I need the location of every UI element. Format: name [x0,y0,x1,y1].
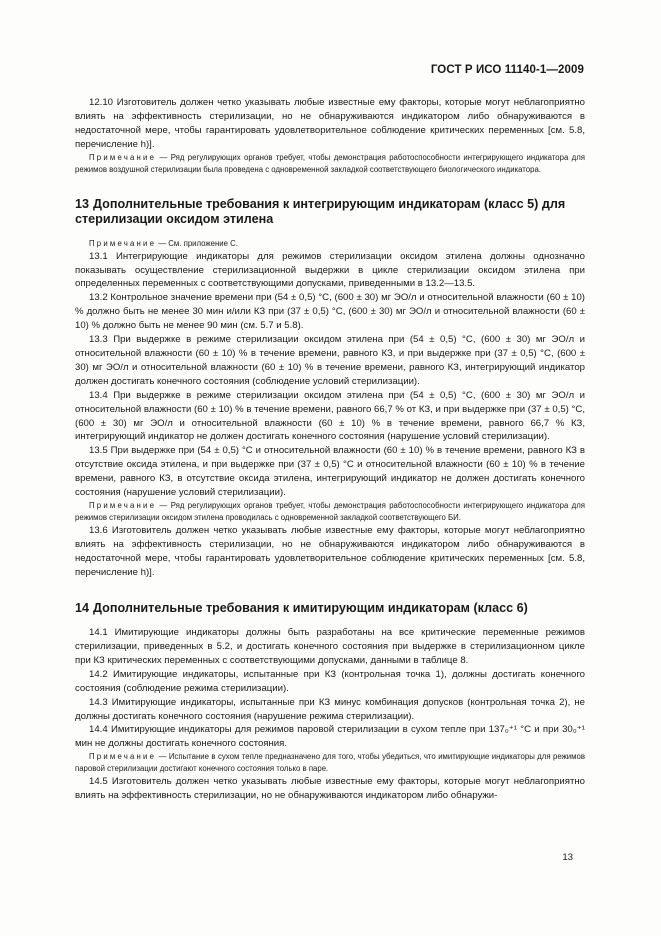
paragraph: 13.4 При выдержке в режиме стерилизации оксидом этилена при (54 ± 0,5) °С, (600 ± 30) мг ЭО/л и относительной влажности (60 ± 10) % в течение времени, равного 66,7 % от КЗ, и при выдержке при (37 ± 0,5) °С, (600 ± 30) мг ЭО/л и относительной влажности (60 ± 10) % в течение времени, равного 66,7 % КЗ, интегрирующий индикатор не должен достигать конечного состояния (нарушение условий стерилизации). [75,389,585,443]
note-text: — Ряд регулирующих органов требует, чтобы демонстрация работоспособности интегрирующего индикатора для режимов стерилизации оксидом этилена проводилась с одновременной закладкой соответствующего БИ. [75,500,585,522]
paragraph: 14.5 Изготовитель должен четко указывать любые известные ему факторы, которые могут неблагоприятно влиять на эффективность стерилизации, но не обнаруживаются индикатором либо обнаружи- [75,776,585,802]
note-label: Примечание [89,500,157,510]
section-title: Дополнительные требования к интегрирующим индикаторам (класс 5) для стерилизации оксидом этилена [75,196,566,227]
paragraph: 12.10 Изготовитель должен четко указывать любые известные ему факторы, которые могут неблагоприятно влиять на эффективность стерилизации, но не обнаруживаются индикатором либо обнаруживаются в недостаточной мере, чтобы гарантировать удовлетворительное соблюдение критических переменных [см. 5.8, перечисление h)]. [75,97,585,150]
note [75,152,585,176]
note [75,500,585,524]
paragraph: 13.3 При выдержке в режиме стерилизации оксидом этилена при (54 ± 0,5) °С, (600 ± 30) мг ЭО/л и относительной влажности (60 ± 10) % в течение времени, равного КЗ, и при выдержке при (37 ± 0,5) °С, (600 ± 30) мг ЭО/л и относительной влажности (60 ± 10) % в течение времени, равного КЗ, интегрирующий индикатор должен достигать конечного состояния (соблюдение условий стерилизации). [75,334,585,387]
paragraph: 13.1 Интегрирующие индикаторы для режимов стерилизации оксидом этилена должны однозначно показывать осуществление стерилизационной выдержки в цикле стерилизации оксидом этилена при определенных переменных с соответствующими допусками, приведенными в 13.2—13.5. [75,250,585,290]
note-text: — Ряд регулирующих органов требует, чтобы демонстрация работоспособности интегрирующего индикатора для режимов воздушной стерилизации была проведена с одновременной закладкой соответствующего биологического индикатора. [75,152,585,174]
paragraph: 14.2 Имитирующие индикаторы, испытанные при КЗ (контрольная точка 1), должны достигать конечного состояния (соблюдение режима стерилизации). [75,668,585,694]
note-label: Примечание [89,752,157,762]
paragraph: 13.6 Изготовитель должен четко указывать любые известные ему факторы, которые могут неблагоприятно влиять на эффективность стерилизации, но не обнаруживаются индикатором либо обнаруживаются в недостаточной мере, чтобы гарантировать удовлетворительное соблюдение критических переменных [см. 5.8, перечисление h)]. [75,524,585,578]
section-heading [75,197,585,228]
note [75,238,585,250]
paragraph: 14.3 Имитирующие индикаторы, испытанные при КЗ минус комбинация допусков (контрольная точка 2), не должны достигать конечного состояния (нарушение режима стерилизации). [75,696,585,722]
note-label: Примечание [89,152,157,162]
note-text: — Испытание в сухом тепле предназначено для того, чтобы убедиться, что имитирующие индикаторы для режимов паровой стерилизации достигают конечного состояния только в паре. [75,752,586,774]
document-code: ГОСТ Р ИСО 11140-1—2009 [430,64,584,76]
paragraph: 14.1 Имитирующие индикаторы должны быть разработаны на все критические переменные режимов стерилизации, приведенных в 5.2, и достигать конечного состояния при выдержке в стерилизационном цикле при КЗ критических переменных с соответствующими допусками, данными в таблице 8. [75,627,585,666]
section-number: 13 [75,196,90,211]
paragraph: 13.2 Контрольное значение времени при (54 ± 0,5) °С, (600 ± 30) мг ЭО/л и относительной влажности (60 ± 10) % должно быть не менее 30 мин и/или КЗ при (37 ± 0,5) °С, (600 ± 30) мг ЭО/л и относительной влажности (60 ± 10) % должно быть не менее 90 мин (см. 5.7 и 5.8). [75,292,585,332]
note-text: — См. приложение C. [158,238,238,248]
page-number: 13 [562,852,573,863]
note-label: Примечание [89,238,157,248]
paragraph: 13.5 При выдержке при (54 ± 0,5) °С и относительной влажности (60 ± 10) % в течение времени, равного КЗ в отсутствие оксида этилена, и при выдержке при (37 ± 0,5) °С и относительной влажности (60 ± 10) % в течение времени, равного КЗ, в отсутствие оксида этилена, интегрирующий индикатор не должен достигать конечного состояния (нарушение условий стерилизации). [75,445,585,499]
page-content [75,96,585,803]
section-number: 14 [75,600,90,615]
section-heading [75,601,585,617]
paragraph: 14.4 Имитирующие индикаторы для режимов паровой стерилизации в сухом тепле при 137₀⁺¹ °С и при 30₀⁺¹ мин не должны достигать конечного состояния. [75,724,585,750]
note [75,751,585,775]
section-title: Дополнительные требования к имитирующим индикаторам (класс 6) [93,600,528,615]
